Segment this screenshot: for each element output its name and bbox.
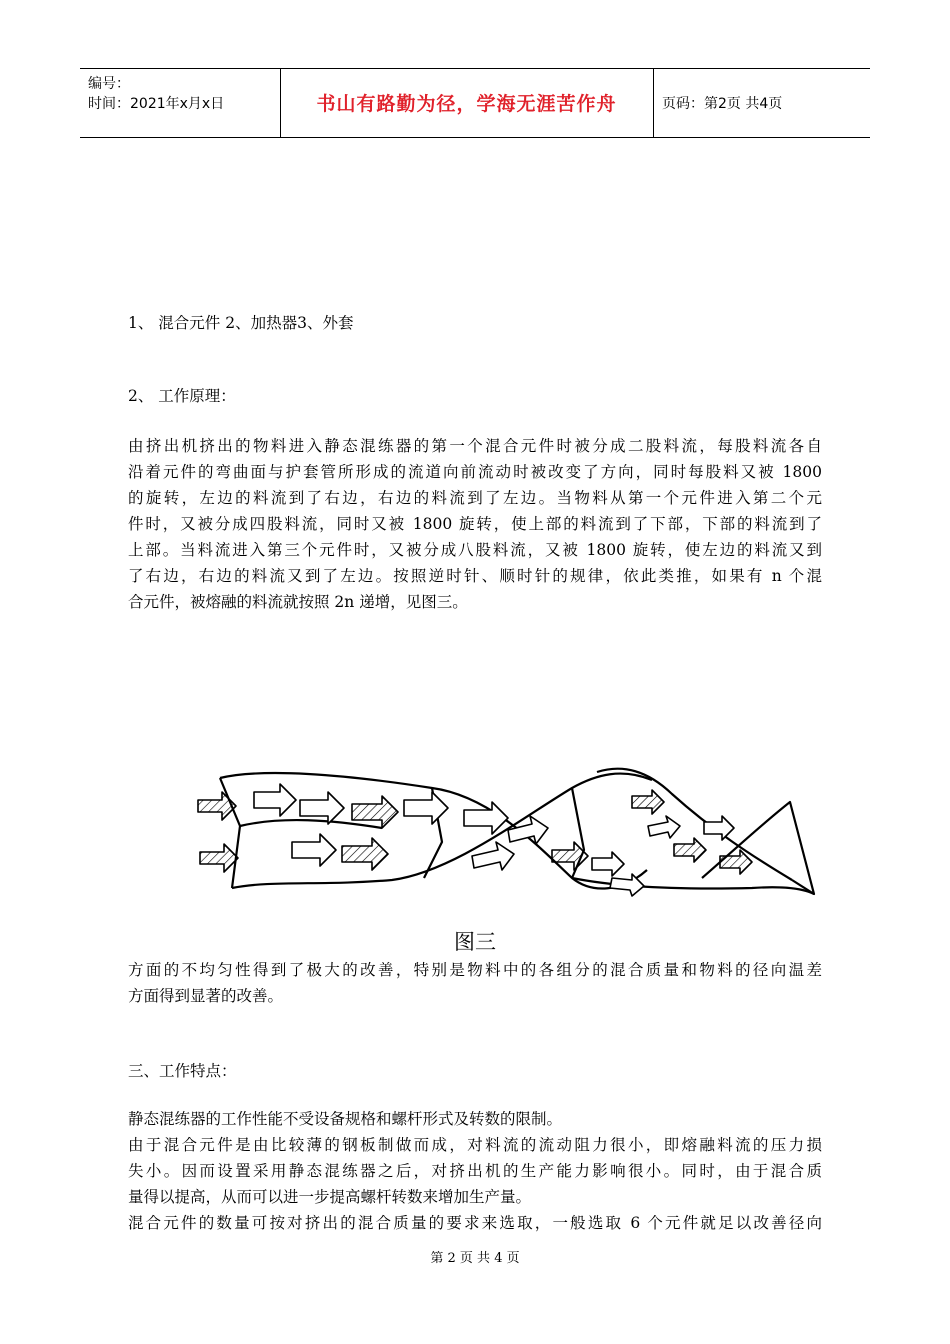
paragraph-line: 混合元件的数量可按对挤出的混合质量的要求来选取，一般选取 6 个元件就足以改善径向 bbox=[128, 1214, 822, 1232]
motto: 书山有路勤为径，学海无涯苦作舟 bbox=[316, 93, 617, 115]
mixer-element-curve bbox=[572, 878, 814, 894]
flow-arrow bbox=[254, 784, 296, 816]
section-heading-principle: 2、 工作原理： bbox=[128, 387, 236, 405]
paragraph-line: 的旋转，左边的料流到了右边，右边的料流到了左边。当物料从第一个元件进入第二个元 bbox=[128, 489, 822, 507]
header-left-cell bbox=[80, 69, 281, 137]
parts-list: 1、 混合元件 2、加热器3、外套 bbox=[128, 314, 354, 332]
flow-arrow bbox=[200, 844, 238, 872]
flow-arrow bbox=[352, 796, 398, 828]
flow-arrow bbox=[292, 834, 336, 866]
flow-arrow bbox=[674, 838, 706, 862]
page-info: 页码：第2页 共4页 bbox=[662, 96, 783, 112]
static-mixer-flow-figure bbox=[192, 760, 822, 910]
paragraph-line: 沿着元件的弯曲面与护套管所形成的流道向前流动时被改变了方向，同时每股料又被 1800 bbox=[128, 463, 822, 481]
paragraph-line: 方面得到显著的改善。 bbox=[128, 987, 284, 1005]
paragraph-line: 失小。因而设置采用静态混练器之后，对挤出机的生产能力影响很小。同时，由于混合质 bbox=[128, 1162, 822, 1180]
page-footer: 第 2 页 共 4 页 bbox=[430, 1251, 520, 1266]
header-motto-cell bbox=[280, 69, 654, 137]
paragraph-line: 上部。当料流进入第三个元件时，又被分成八股料流，又被 1800 旋转，使左边的料流又到 bbox=[128, 541, 822, 559]
header-right-cell bbox=[654, 69, 870, 137]
flow-arrow bbox=[300, 792, 344, 824]
paragraph-line: 由挤出机挤出的物料进入静态混练器的第一个混合元件时被分成二股料流，每股料流各自 bbox=[128, 437, 822, 455]
paragraph-line: 由于混合元件是由比较薄的钢板制做而成，对料流的流动阻力很小，即熔融料流的压力损 bbox=[128, 1136, 822, 1154]
mixer-element-edge bbox=[702, 802, 814, 894]
page-header bbox=[80, 68, 870, 138]
number-label: 编号： bbox=[88, 76, 130, 92]
flow-arrow bbox=[704, 816, 734, 840]
paragraph-line: 方面的不均匀性得到了极大的改善，特别是物料中的各组分的混合质量和物料的径向温差 bbox=[128, 961, 822, 979]
figure-caption: 图三 bbox=[454, 930, 496, 954]
date-label: 时间：2021年x月x日 bbox=[88, 96, 225, 112]
section-heading-features: 三、工作特点： bbox=[128, 1062, 237, 1080]
flow-arrow bbox=[648, 816, 680, 838]
flow-arrow bbox=[720, 850, 752, 874]
flow-arrow bbox=[632, 790, 664, 814]
paragraph-line: 静态混练器的工作性能不受设备规格和螺杆形式及转数的限制。 bbox=[128, 1110, 563, 1128]
flow-arrow bbox=[404, 792, 448, 824]
mixer-element-edge bbox=[240, 820, 382, 828]
paragraph-line: 了右边，右边的料流又到了左边。按照逆时针、顺时针的规律，依此类推，如果有 n 个混 bbox=[128, 567, 822, 585]
paragraph-line: 件时，又被分成四股料流，同时又被 1800 旋转，使上部的料流到了下部，下部的料流到了 bbox=[128, 515, 822, 533]
paragraph-line: 量得以提高，从而可以进一步提高螺杆转数来增加生产量。 bbox=[128, 1188, 532, 1206]
flow-arrow bbox=[592, 852, 624, 876]
flow-arrow bbox=[198, 792, 236, 820]
flow-arrow bbox=[508, 816, 548, 844]
paragraph-line: 合元件，被熔融的料流就按照 2n 递增，见图三。 bbox=[128, 593, 468, 611]
flow-arrow bbox=[342, 838, 388, 870]
